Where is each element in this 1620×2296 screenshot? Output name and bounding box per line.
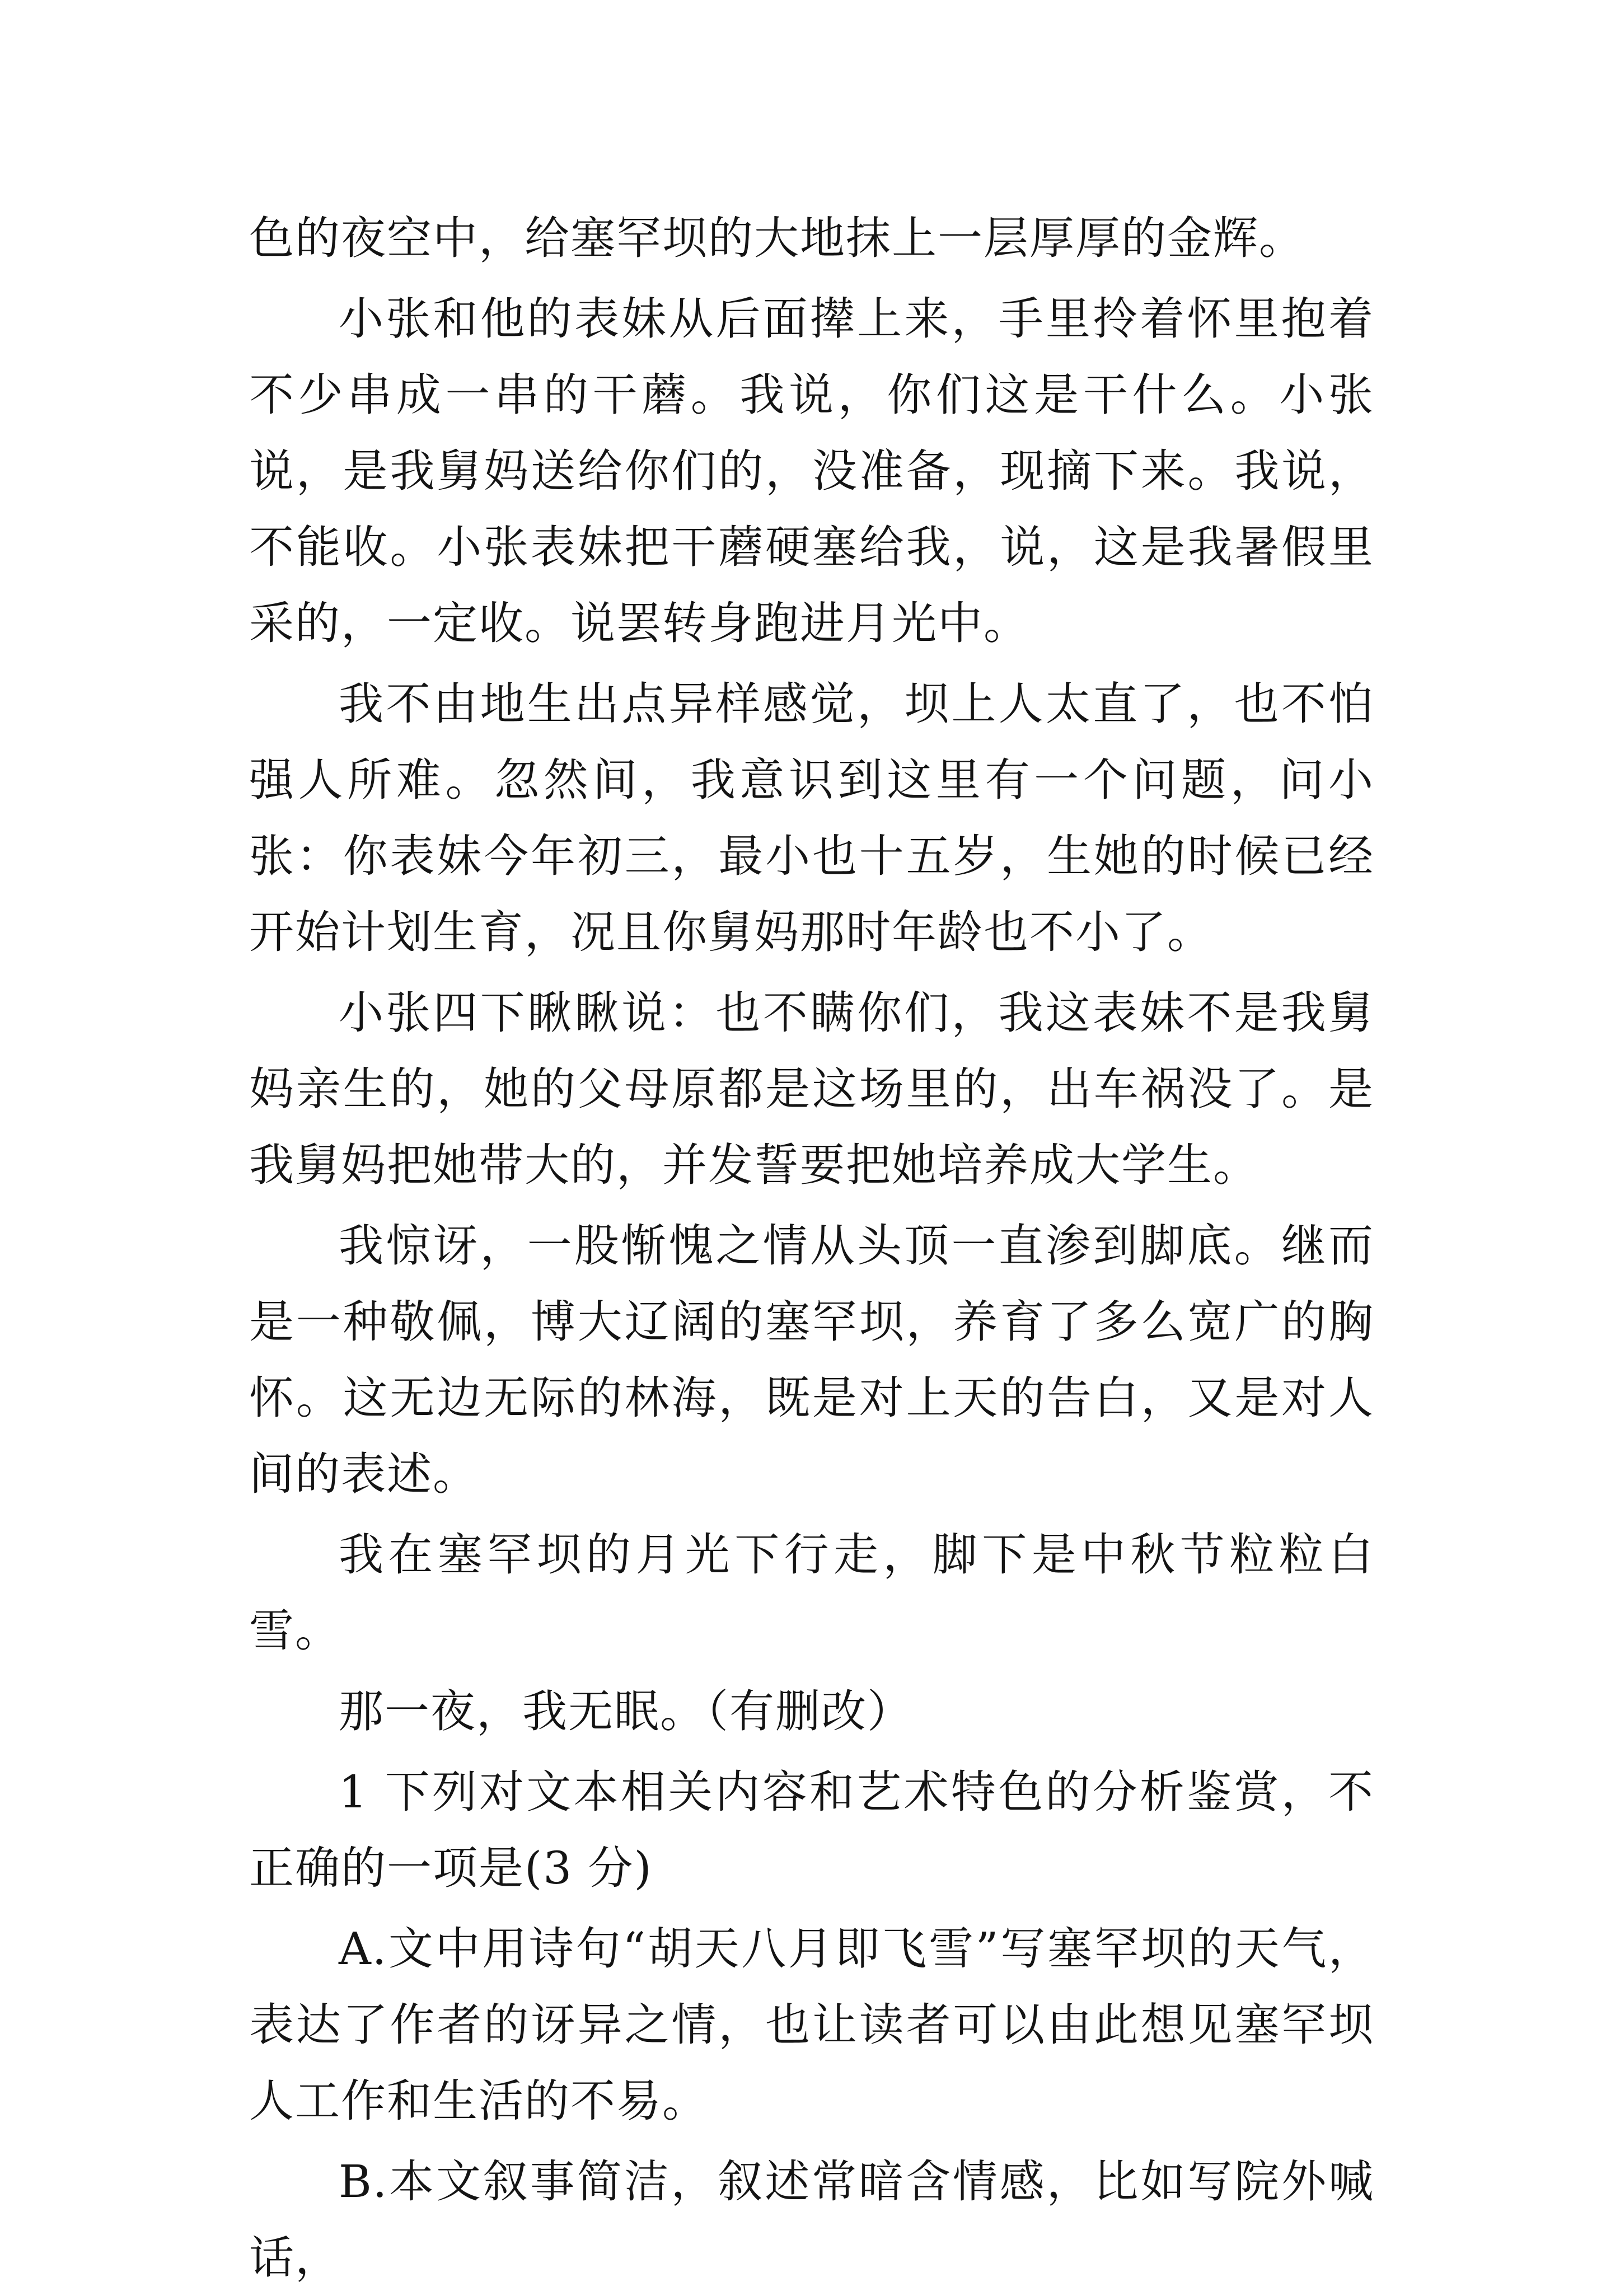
paragraph: 我不由地生出点异样感觉，坝上人太直了，也不怕强人所难。忽然间，我意识到这里有一个问题，问小张：你表妹今年初三，最小也十五岁，生她的时候已经开始计划生育，况且你舅妈那时年龄也不小了。 [249,678,1374,958]
paragraph: 小张和他的表妹从后面撵上来，手里拎着怀里抱着不少串成一串的干蘑。我说，你们这是干什么。小张说，是我舅妈送给你们的，没准备，现摘下来。我说，不能收。小张表妹把干蘑硬塞给我，说，这是我暑假里采的，一定收。说罢转身跑进月光中。 [249,293,1374,649]
paragraph-continuation: 色的夜空中，给塞罕坝的大地抹上一层厚厚的金辉。 [249,212,1305,264]
question-option-b: B.本文叙事简洁，叙述常暗含情感，比如写院外喊话， [249,2156,1374,2284]
paragraph: 我惊讶，一股惭愧之情从头顶一直渗到脚底。继而是一种敬佩，博大辽阔的塞罕坝，养育了多么宽广的胸怀。这无边无际的林海，既是对上天的告白，又是对人间的表述。 [249,1220,1374,1500]
question-option-a: A.文中用诗句“胡天八月即飞雪”写塞罕坝的天气，表达了作者的讶异之情，也让读者可以由此想见塞罕坝人工作和生活的不易。 [249,1923,1374,2127]
paragraph: 小张四下瞅瞅说：也不瞒你们，我这表妹不是我舅妈亲生的，她的父母原都是这场里的，出车祸没了。是我舅妈把她带大的，并发誓要把她培养成大学生。 [249,987,1374,1191]
paragraph: 我在塞罕坝的月光下行走，脚下是中秋节粒粒白雪。 [249,1529,1374,1657]
document-page [249,200,1374,2296]
paragraph: 那一夜，我无眠。（有删改） [339,1685,913,1737]
question-stem: 1 下列对文本相关内容和艺术特色的分析鉴赏，不正确的一项是(3 分) [249,1766,1374,1894]
